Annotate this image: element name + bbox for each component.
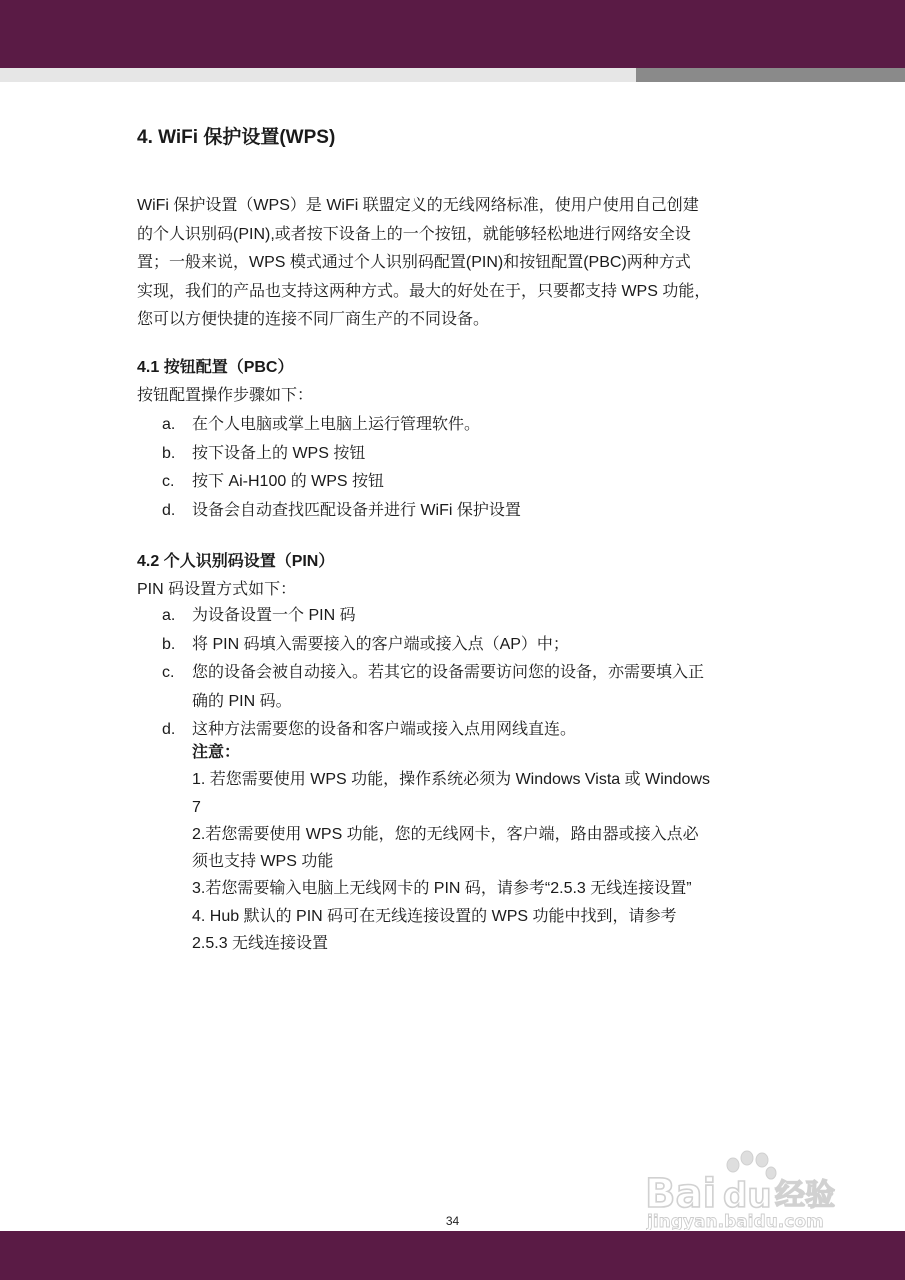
svg-text:Bai: Bai [645, 1171, 717, 1217]
intro-line: 实现，我们的产品也支持这两种方式。最大的好处在于，只要都支持 WPS 功能， [137, 282, 711, 300]
list-marker: b. [162, 635, 176, 653]
header-band [0, 0, 905, 68]
intro-line: 您可以方便快捷的连接不同厂商生产的不同设备。 [137, 311, 490, 329]
intro-line: 的个人识别码(PIN),或者按下设备上的一个按钮，就能够轻松地进行网络安全设 [137, 225, 691, 243]
list-text: 在个人电脑或掌上电脑上运行管理软件。 [192, 416, 481, 433]
list-marker: a. [162, 416, 176, 433]
section-41-title: 4.1 按钮配置（PBC） [137, 359, 294, 376]
list-item [162, 468, 782, 497]
list-text: 设备会自动查找匹配设备并进行 WiFi 保护设置 [192, 501, 521, 519]
list-text: 为设备设置一个 PIN 码 [192, 607, 356, 624]
intro-line: WiFi 保护设置（WPS）是 WiFi 联盟定义的无线网络标准，使用户使用自己创建 [137, 197, 699, 214]
list-text: 按下设备上的 WPS 按钮 [192, 444, 366, 462]
list-text: 将 PIN 码填入需要接入的客户端或接入点（AP）中； [192, 635, 569, 653]
svg-text:du: du [723, 1176, 772, 1216]
list-marker: b. [162, 444, 176, 462]
note-line: 3.若您需要输入电脑上无线网卡的 PIN 码，请参考“2.5.3 无线连接设置” [192, 880, 692, 898]
list-text: 这种方法需要您的设备和客户端或接入点用网线直连。 [192, 721, 577, 738]
note-line: 2.若您需要使用 WPS 功能，您的无线网卡，客户端，路由器或接入点必 [192, 825, 699, 843]
list-item [162, 411, 782, 440]
section-42-intro: PIN 码设置方式如下： [137, 581, 297, 598]
list-text: 按下 Ai-H100 的 WPS 按钮 [192, 473, 385, 490]
svg-text:经验: 经验 [775, 1178, 835, 1213]
list-text: 确的 PIN 码。 [192, 692, 292, 710]
note-line: 2.5.3 无线连接设置 [192, 935, 329, 953]
note-line: 1. 若您需要使用 WPS 功能，操作系统必须为 Windows Vista 或 Windows [192, 771, 711, 789]
page-number: 34 [445, 1214, 460, 1228]
list-text: 您的设备会被自动接入。若其它的设备需要访问您的设备，亦需要填入正 [192, 664, 705, 681]
list-item [162, 631, 782, 660]
page-title: 4. WiFi 保护设置(WPS) [137, 127, 336, 148]
list-marker: d. [162, 501, 176, 519]
intro-paragraph [137, 192, 777, 335]
section-42-steps [162, 602, 782, 745]
list-item [162, 602, 782, 631]
note-line: 须也支持 WPS 功能 [192, 853, 334, 871]
section-41-steps [162, 411, 782, 525]
notes-title: 注意： [192, 744, 241, 761]
list-marker: a. [162, 607, 176, 624]
section-41-intro: 按钮配置操作步骤如下： [137, 387, 314, 404]
intro-line: 置；一般来说，WPS 模式通过个人识别码配置(PIN)和按钮配置(PBC)两种方式 [137, 254, 691, 272]
svg-text:jingyan.baidu.com: jingyan.baidu.com [647, 1212, 824, 1230]
section-42-title: 4.2 个人识别码设置（PIN） [137, 553, 335, 570]
list-marker: c. [162, 664, 175, 681]
list-marker: c. [162, 473, 175, 490]
list-marker: d. [162, 721, 176, 738]
footer-band [0, 1231, 905, 1280]
header-stripe-dark [636, 68, 905, 82]
header-stripe-light [0, 68, 636, 82]
note-line: 7 [192, 798, 201, 816]
list-item [162, 440, 782, 469]
note-line: 4. Hub 默认的 PIN 码可在无线连接设置的 WPS 功能中找到，请参考 [192, 907, 677, 925]
notes-block [192, 739, 792, 957]
list-item [162, 659, 782, 716]
list-item [162, 497, 782, 526]
